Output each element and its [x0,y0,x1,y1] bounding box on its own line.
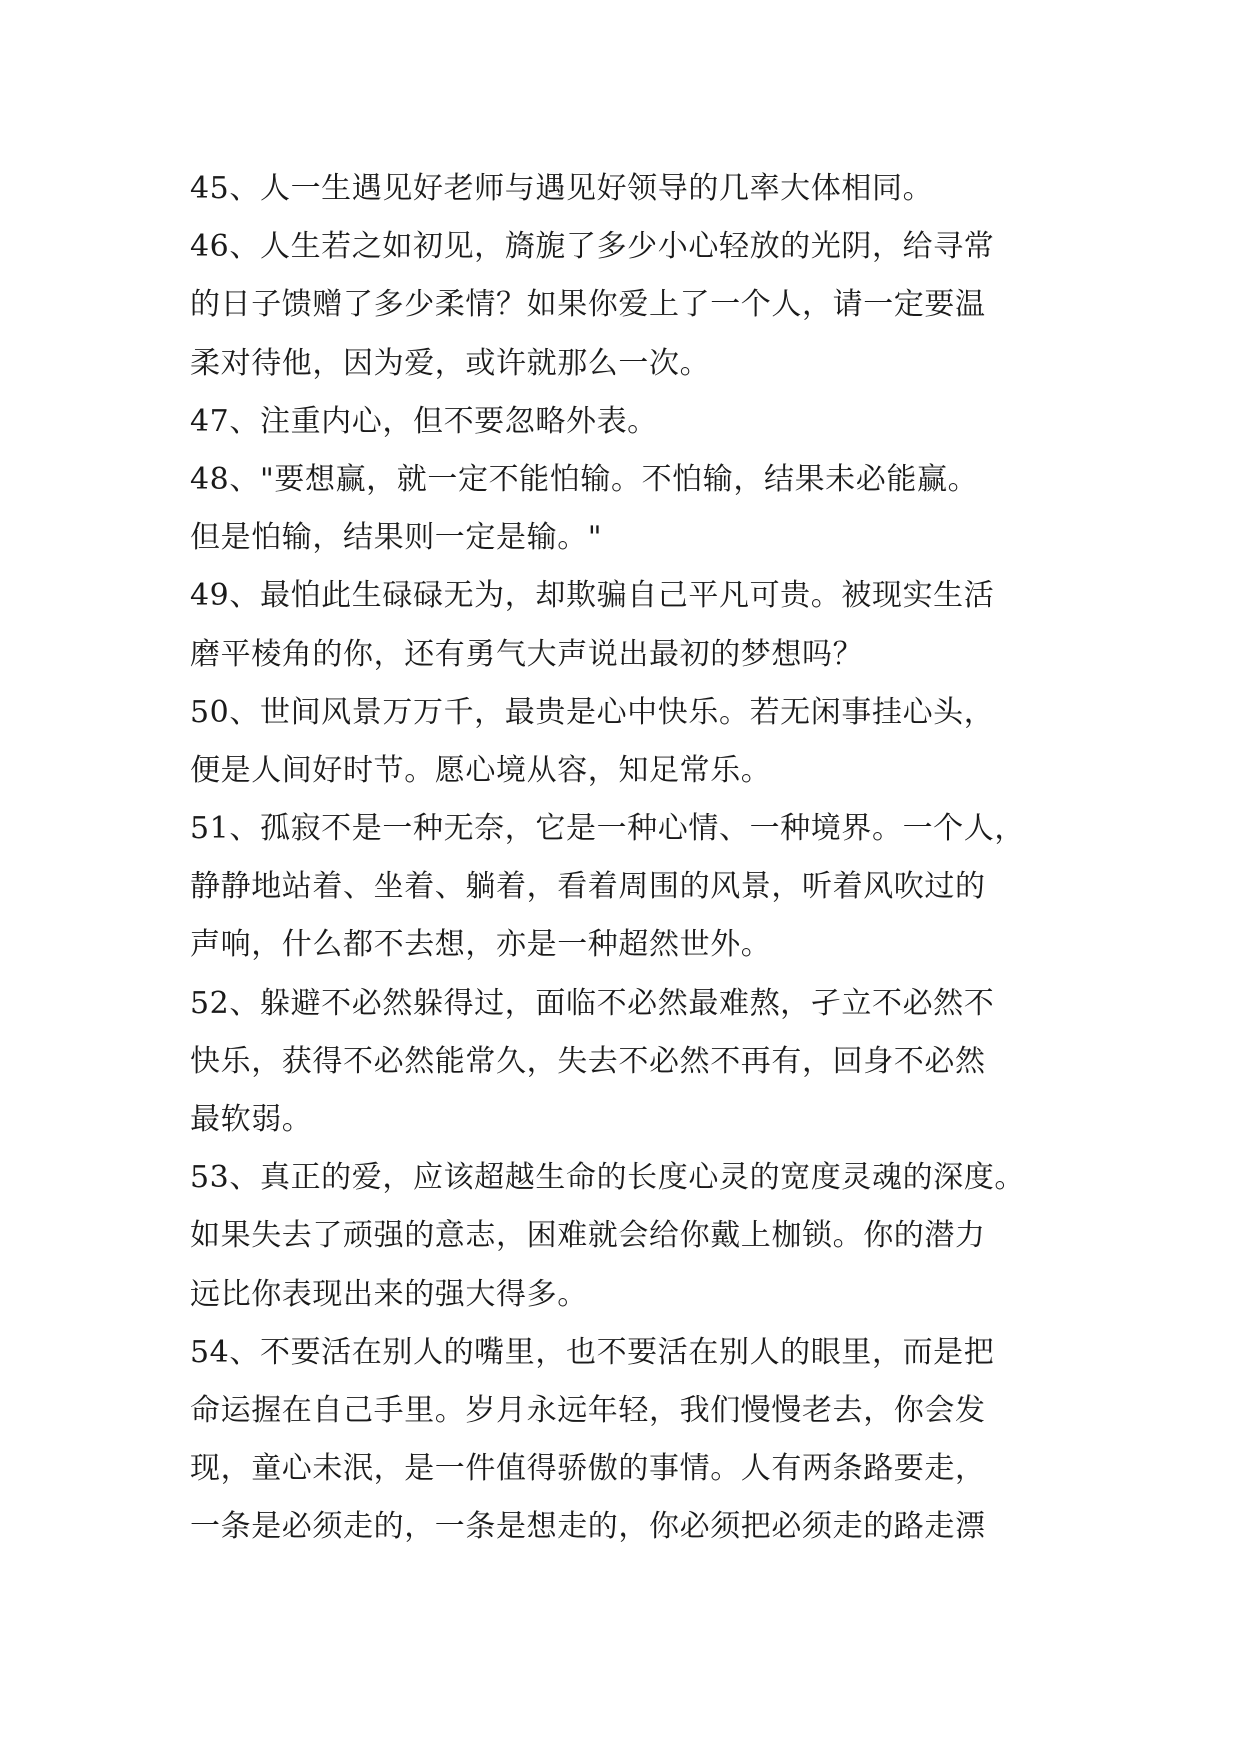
text-line: 一条是必须走的，一条是想走的，你必须把必须走的路走漂 [190,1509,986,1545]
text-line: 48、"要想赢，就一定不能怕输。不怕输，结果未必能赢。 [190,461,979,497]
text-line: 50、世间风景万万千，最贵是心中快乐。若无闲事挂心头， [190,694,995,730]
text-line: 47、注重内心，但不要忽略外表。 [190,403,658,439]
text-line: 的日子馈赠了多少柔情？如果你爱上了一个人，请一定要温 [190,287,986,323]
text-line: 命运握在自己手里。岁月永远年轻，我们慢慢老去，你会发 [190,1392,986,1428]
text-line: 现，童心未泯，是一件值得骄傲的事情。人有两条路要走， [190,1451,986,1487]
text-line: 如果失去了顽强的意志，困难就会给你戴上枷锁。你的潜力 [190,1218,986,1254]
text-line: 磨平棱角的你，还有勇气大声说出最初的梦想吗？ [190,636,864,672]
text-line: 51、孤寂不是一种无奈，它是一种心情、一种境界。一个人， [190,811,1025,847]
text-line: 但是怕输，结果则一定是输。" [190,520,603,556]
text-line: 柔对待他，因为爱，或许就那么一次。 [190,345,711,381]
text-line: 49、最怕此生碌碌无为，却欺骗自己平凡可贵。被现实生活 [190,578,995,614]
text-line: 静静地站着、坐着、躺着，看着周围的风景，听着风吹过的 [190,869,986,905]
body-text [190,160,1070,1557]
text-line: 最软弱。 [190,1102,313,1137]
text-line: 快乐，获得不必然能常久，失去不必然不再有，回身不必然 [190,1043,986,1079]
text-line: 声响，什么都不去想，亦是一种超然世外。 [190,927,772,963]
text-line: 54、不要活在别人的嘴里，也不要活在别人的眼里，而是把 [190,1334,995,1370]
text-line: 45、人一生遇见好老师与遇见好领导的几率大体相同。 [190,171,934,206]
text-line: 46、人生若之如初见，旖旎了多少小心轻放的光阴，给寻常 [190,229,995,265]
text-line: 便是人间好时节。愿心境从容，知足常乐。 [190,752,772,788]
text-line: 52、躲避不必然躲得过，面临不必然最难熬，孑立不必然不 [190,985,995,1021]
text-line: 远比你表现出来的强大得多。 [190,1276,588,1312]
text-line: 53、真正的爱，应该超越生命的长度心灵的宽度灵魂的深度。 [190,1160,1025,1196]
